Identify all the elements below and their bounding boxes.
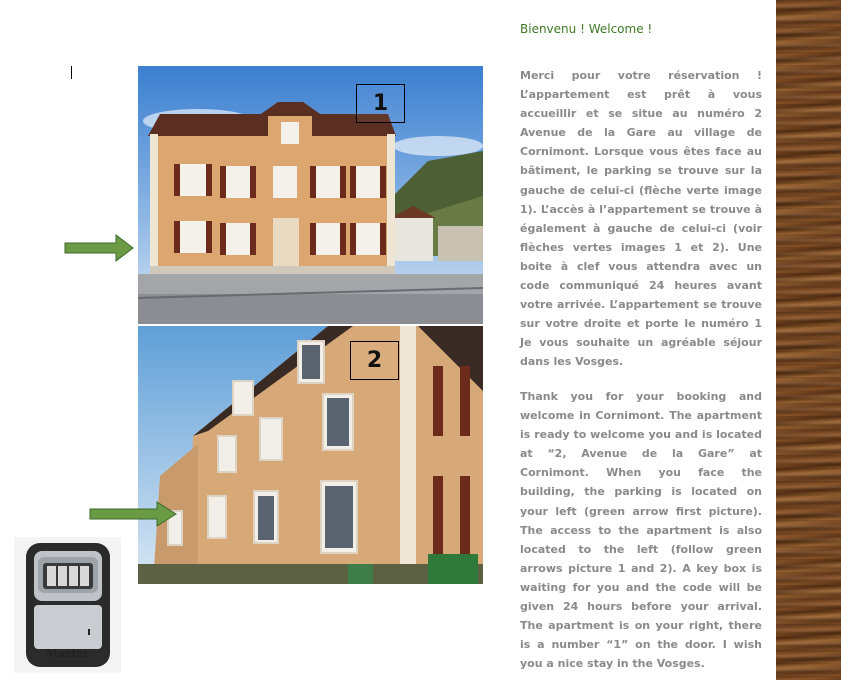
building-front-illustration — [138, 66, 483, 324]
building-photo-side — [138, 326, 483, 584]
wood-texture-border — [776, 0, 841, 680]
photo-1-number: 1 — [356, 84, 405, 123]
lockbox-brand-label: Master — [45, 647, 90, 660]
green-arrow-right-icon — [89, 501, 177, 529]
building-photo-front — [138, 66, 483, 324]
photo-2-number: 2 — [350, 341, 399, 380]
text-cursor — [71, 66, 72, 79]
building-side-illustration — [138, 326, 483, 584]
french-paragraph: Merci pour votre réservation ! L’appartement est prêt à vous accueillir et se situe au numéro 2 Avenue de la Gare au village de Cornimont. Lorsque vous êtes face au bâtiment, le parking se trouve sur la gauche de celui-ci (flèche verte image 1). L’accès à l’appartement se trouve à également à gauche de celui-ci (voir flèches vertes images 1 et 2). Une boite à clef vous attendra avec un code communiqué 24 heures avant votre arrivée. L’appartement se trouve sur votre droite et porte le numéro 1 Je vous souhaite un agréable séjour dans les Vosges. — [520, 69, 762, 369]
green-arrow-right-icon — [64, 234, 134, 262]
welcome-heading: Bienvenu ! Welcome ! — [520, 22, 653, 36]
english-paragraph: Thank you for your booking and welcome in Cornimont. The apartment is ready to welcome you and is located at “2, Avenue de la Gare” at Cornimont. When you face the building, the parking is located on your left (green arrow first picture). The access to the apartment is also located to the left (follow green arrows picture 1 and 2). A key box is waiting for you and the code will be given 24 hours before your arrival. The apartment is on your right, there is a number “1” on the door. I wish you a nice stay in the Vosges. — [520, 390, 762, 671]
